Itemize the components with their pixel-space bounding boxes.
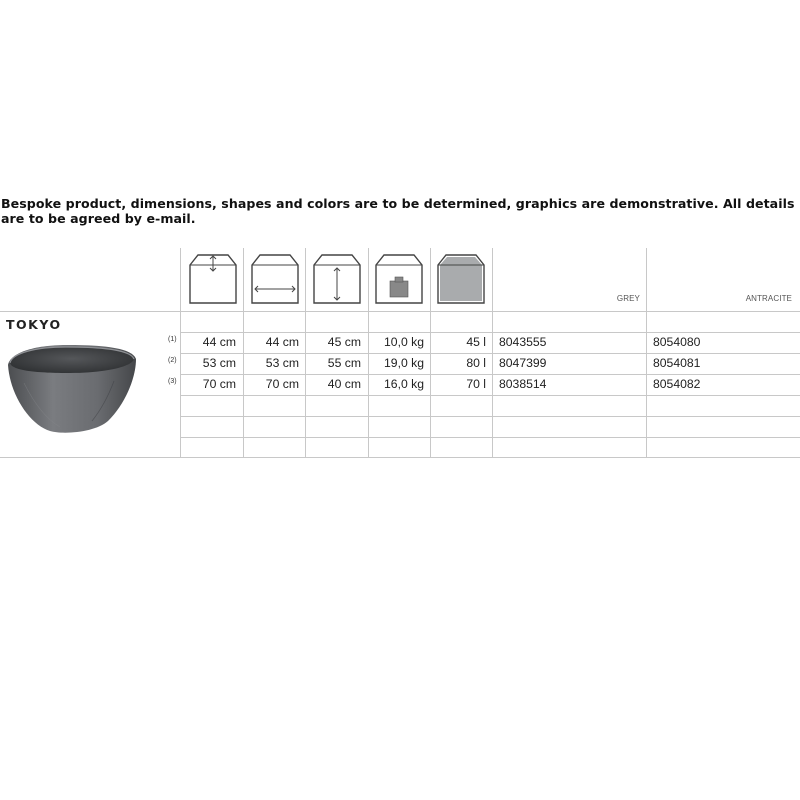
cell-volume: 70 l [466,377,486,391]
row-footnote-marker: (3) [168,378,177,385]
cell-height: 70 cm [202,377,236,391]
cell-antracite-code: 8054081 [653,356,701,370]
cell-height: 53 cm [202,356,236,370]
cell-weight: 16,0 kg [384,377,424,391]
height-dimension-icon [188,253,238,305]
weight-icon [374,253,424,305]
grid-line [180,437,800,438]
cell-depth: 45 cm [327,335,361,349]
cell-depth: 55 cm [327,356,361,370]
cell-grey-code: 8047399 [499,356,547,370]
disclaimer-text: Bespoke product, dimensions, shapes and colors are to be determined, graphics are demonstrative. All details are to be agreed by e-mail. [1,196,795,226]
column-header-grey: GREY [616,294,640,303]
grid-line [180,395,800,396]
cell-weight: 19,0 kg [384,356,424,370]
cell-volume: 80 l [466,356,486,370]
cell-grey-code: 8043555 [499,335,547,349]
cell-width: 70 cm [265,377,299,391]
product-name: TOKYO [6,317,62,332]
row-footnote-marker: (2) [168,357,177,364]
cell-height: 44 cm [202,335,236,349]
width-dimension-icon [250,253,300,305]
cell-antracite-code: 8054080 [653,335,701,349]
cell-width: 44 cm [265,335,299,349]
cell-weight: 10,0 kg [384,335,424,349]
cell-volume: 45 l [466,335,486,349]
cell-depth: 40 cm [327,377,361,391]
volume-icon [436,253,486,305]
cell-width: 53 cm [265,356,299,370]
depth-dimension-icon [312,253,362,305]
cell-grey-code: 8038514 [499,377,547,391]
grid-line [0,311,800,312]
planter-bowl-image [4,333,140,437]
grid-line [0,457,800,458]
column-header-antracite: ANTRACITE [745,294,792,303]
row-footnote-marker: (1) [168,336,177,343]
grid-line [180,416,800,417]
cell-antracite-code: 8054082 [653,377,701,391]
